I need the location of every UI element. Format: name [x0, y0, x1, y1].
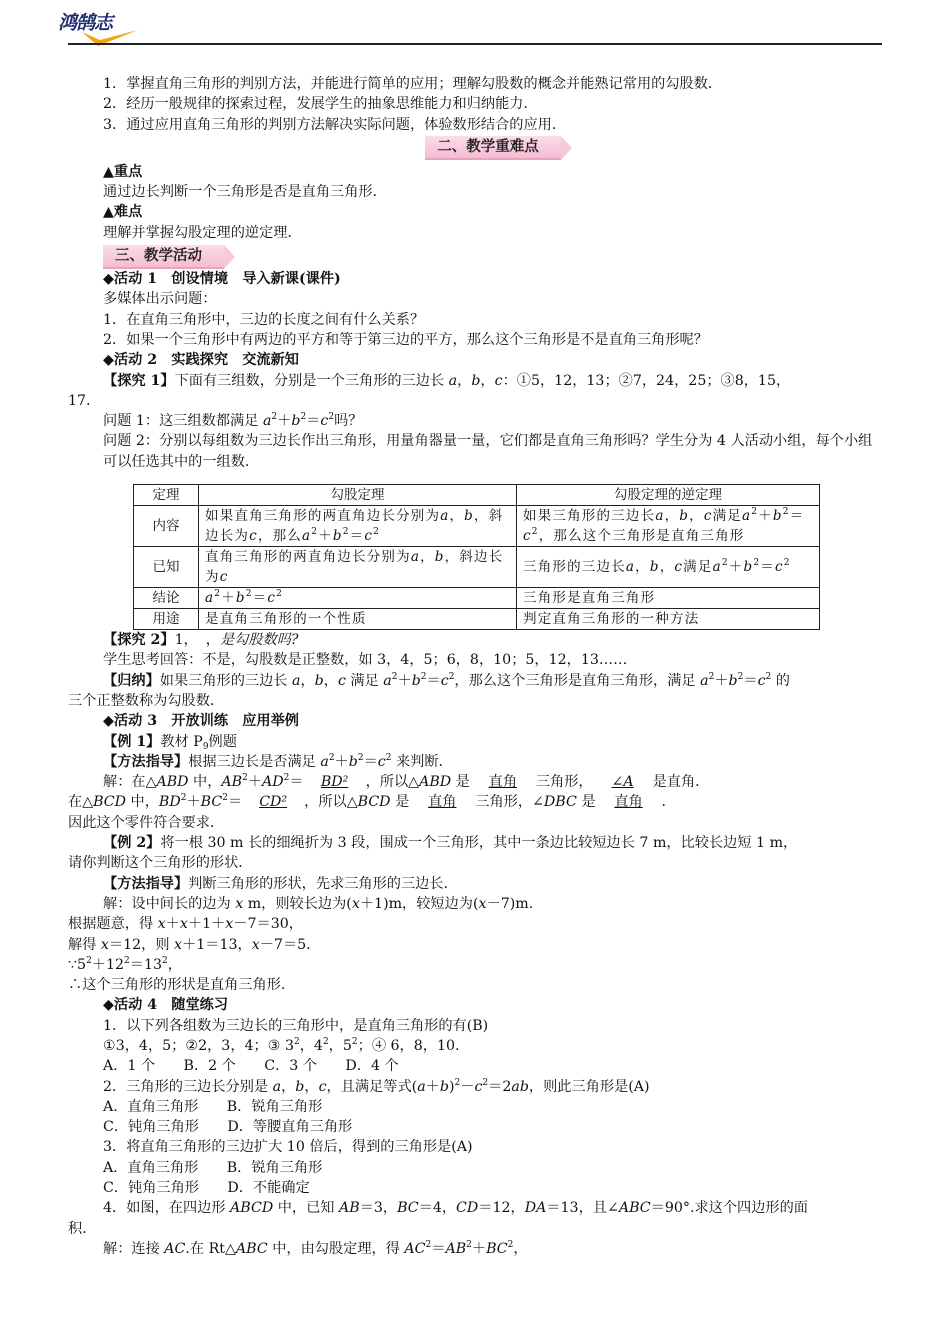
objective-3: 3．通过应用直角三角形的判别方法解决实际问题，体验数形结合的应用． — [103, 116, 567, 133]
table-cell: 是直角三角形的一个性质 — [199, 609, 517, 630]
section-2-banner: 二、教学重难点 — [425, 136, 561, 160]
table-row — [134, 547, 820, 588]
explore-1: 【探究 1】下面有三组数，分别是一个三角形的三边长 a，b，c：①5，12，13；②7，24，25；③8，15， — [103, 372, 791, 389]
section-3-banner-wrap — [103, 245, 883, 269]
summary: 【归纳】如果三角形的三边长 a，b，c 满足 $a^2+b^2=c^2$，那么这个三角形是直角三角形，满足 $a^2+b^2=c^2$ 的 三个正整数称为勾股数． — [68, 671, 790, 709]
question-2 — [103, 431, 883, 472]
table-row — [134, 506, 820, 547]
practice-question-2-options: C．钝角三角形 D．等腰直角三角形 — [103, 1119, 353, 1136]
page-header — [0, 0, 950, 50]
question-2-text: 问题 2：分别以每组数为三边长作出三角形，用量角器量一量，它们都是直角三角形吗？学生分为 4 人活动小组，每个小组可以任选其中的一组数． — [103, 433, 873, 470]
practice-question-4: 4．如图，在四边形 ABCD 中，已知 AB＝3，BC＝4，CD＝12，DA＝13，且∠ABC＝90°.求这个四边形的面 积． — [68, 1200, 808, 1237]
explore-1-text-b: ：①5，12，13；②7，24，25；③8，15， — [502, 372, 791, 389]
answer-blank: 直角 — [488, 774, 518, 791]
logo-text: 鸿鹄志 — [58, 12, 113, 34]
table-row-head: 用途 — [134, 609, 199, 630]
practice-question-1-options: A．1 个 B．2 个 C．3 个 D．4 个 — [103, 1058, 399, 1075]
practice-question-4-solution: 解：连接 AC.在 Rt△ABC 中，由勾股定理，得 $AC^2=AB^2+BC^2$， — [103, 1239, 528, 1257]
brand-logo — [58, 8, 144, 46]
table-header-cell: 勾股定理的逆定理 — [517, 485, 820, 506]
activity-1-line: 1．在直角三角形中，三边的长度之间有什么关系？ — [103, 311, 425, 328]
table-row-head: 内容 — [134, 506, 199, 547]
table-header-cell: 勾股定理 — [199, 485, 517, 506]
example-2-label: 【例 2】 — [103, 835, 161, 852]
header-rule — [68, 43, 882, 45]
method-1: 【方法指导】根据三边长是否满足 $a^2+b^2=c^2$ 来判断． — [103, 752, 453, 770]
method-2 — [103, 874, 883, 894]
explore-2-answer: 学生思考回答：不是，勾股数是正整数，如 3，4，5；6，8，10；5，12，13…… — [103, 652, 628, 669]
example-2-solution-line: 解：设中间长的边为 x m，则较长边为(x＋1)m，较短边为(x－7)m. — [103, 895, 534, 912]
table-cell: 三角形的三边长a，b，c满足$a^2+b^2=c^2$ — [517, 547, 820, 588]
difficulty-label: ▲难点 — [103, 204, 143, 221]
table-row-head: 结论 — [134, 588, 199, 609]
example-1: 【例 1】教材 $P_9$例题 — [103, 733, 237, 752]
example-2-solution-line: 解得 x＝12，则 x＋1＝13，x－7＝5. — [68, 936, 311, 953]
question-1-tail: 吗？ — [334, 413, 363, 430]
key-point-text: 通过边长判断一个三角形是否是直角三角形． — [103, 184, 387, 201]
activity-2-title: ◆活动 2 实践探究 交流新知 — [103, 352, 299, 369]
example-2-solution-line: $\because 5^2+12^2=13^2$， — [68, 955, 182, 973]
table-row — [134, 588, 820, 609]
summary-label: 【归纳】 — [103, 672, 160, 689]
section-2-banner-wrap — [103, 136, 883, 160]
question-1: 问题 1：这三组数都满足 $a^2+b^2=c^2$吗？ — [103, 412, 363, 430]
practice-question-3-options: C．钝角三角形 D．不能确定 — [103, 1180, 310, 1197]
practice-question-1-sets: ①3，4，5；②2，3，4；③ $3^2$，$4^2$，$5^2$；④ 6，8，10. — [103, 1036, 460, 1054]
example-1-conclusion: 因此这个零件符合要求． — [68, 814, 225, 831]
difficulty-text: 理解并掌握勾股定理的逆定理． — [103, 224, 302, 241]
table-cell: $a^2+b^2=c^2$ — [199, 588, 517, 609]
activity-1-line: 多媒体出示问题： — [103, 291, 217, 308]
explore-2-label: 【探究 2】 — [103, 632, 175, 649]
table-cell: 三角形是直角三角形 — [517, 588, 820, 609]
answer-blank: ∠A — [611, 774, 634, 791]
method-1-label: 【方法指导】 — [103, 753, 189, 770]
document-body — [68, 74, 883, 1259]
table-cell: 如果三角形的三边长a，b，c满足$a^2+b^2=c^2$，那么这个三角形是直角三角形 — [517, 506, 820, 547]
activity-1-title: ◆活动 1 创设情境 导入新课(课件) — [103, 271, 341, 288]
table-header-cell: 定理 — [134, 485, 199, 506]
method-2-text: 判断三角形的形状，先求三角形的三边长． — [188, 875, 458, 892]
explore-2: 【探究 2】1， ，是勾股数吗? — [103, 632, 299, 649]
objective-2: 2．经历一般规律的探索过程，发展学生的抽象思维能力和归纳能力． — [103, 96, 538, 113]
answer-blank: 直角 — [614, 794, 643, 811]
question-1-text: 问题 1：这三组数都满足 — [103, 413, 259, 430]
example-2-solution-line: 根据题意，得 x＋x＋1＋x－7＝30， — [68, 916, 303, 933]
example-2: 【例 2】将一根 30 m 长的细绳折为 3 段，围成一个三角形，其中一条边比较短边长 7 m，比较长边短 1 m， 请你判断这个三角形的形状． — [68, 835, 798, 872]
practice-question-3: 3．将直角三角形的三边扩大 10 倍后，得到的三角形是(A) — [103, 1139, 473, 1156]
answer-blank: 直角 — [428, 794, 457, 811]
practice-question-1: 1．以下列各组数为三边长的三角形中，是直角三角形的有(B) — [103, 1017, 489, 1034]
table-cell: 直角三角形的两直角边长分别为a，b，斜边长为c — [199, 547, 517, 588]
section-3-banner: 三、教学活动 — [103, 245, 224, 269]
example-1-solution-line-1: 解：在△ABD 中，$AB^2+AD^2= BD^2$ ，所以△ABD 是 直角 三角形， ∠A 是直角． — [103, 772, 883, 792]
table-row — [134, 609, 820, 630]
example-1-solution-line-2: 在△BCD 中，$BD^2+BC^2= CD^2$ ，所以△BCD 是 直角 三角形，∠DBC 是 直角 ． — [68, 792, 883, 812]
activity-1-line: 2．如果一个三角形中有两边的平方和等于第三边的平方，那么这个三角形是不是直角三角形呢？ — [103, 331, 708, 348]
practice-question-3-options: A．直角三角形 B．锐角三角形 — [103, 1159, 323, 1176]
answer-blank: CD² — [259, 794, 288, 811]
activity-4-title: ◆活动 4 随堂练习 — [103, 997, 229, 1014]
method-2-label: 【方法指导】 — [103, 875, 189, 892]
practice-question-2-options: A．直角三角形 B．锐角三角形 — [103, 1098, 323, 1115]
answer-blank: BD² — [320, 774, 349, 791]
objective-1: 1．掌握直角三角形的判别方法，并能进行简单的应用；理解勾股数的概念并能熟记常用的勾股数． — [103, 76, 723, 92]
explore-1-label: 【探究 1】 — [103, 372, 175, 389]
key-point-label: ▲重点 — [103, 163, 143, 180]
example-2-solution-line: ∴这个三角形的形状是直角三角形. — [68, 977, 286, 994]
practice-question-2: 2．三角形的三边长分别是 a，b，c，且满足等式$(a+b)^2-c^2=2ab$，则此三角形是(A) — [103, 1077, 650, 1095]
example-1-label: 【例 1】 — [103, 733, 161, 750]
explore-1-text-a: 下面有三组数，分别是一个三角形的三边长 — [174, 372, 445, 389]
explore-1-tail: 17. — [68, 392, 91, 409]
table-cell: 判定直角三角形的一种方法 — [517, 609, 820, 630]
table-header-row — [134, 485, 820, 506]
activity-3-title: ◆活动 3 开放训练 应用举例 — [103, 713, 299, 730]
logo-swoosh-icon — [80, 28, 140, 50]
theorem-comparison-table — [133, 484, 820, 630]
table-row-head: 已知 — [134, 547, 199, 588]
table-cell: 如果直角三角形的两直角边长分别为a，b，斜边长为c，那么$a^2+b^2=c^2$ — [199, 506, 517, 547]
